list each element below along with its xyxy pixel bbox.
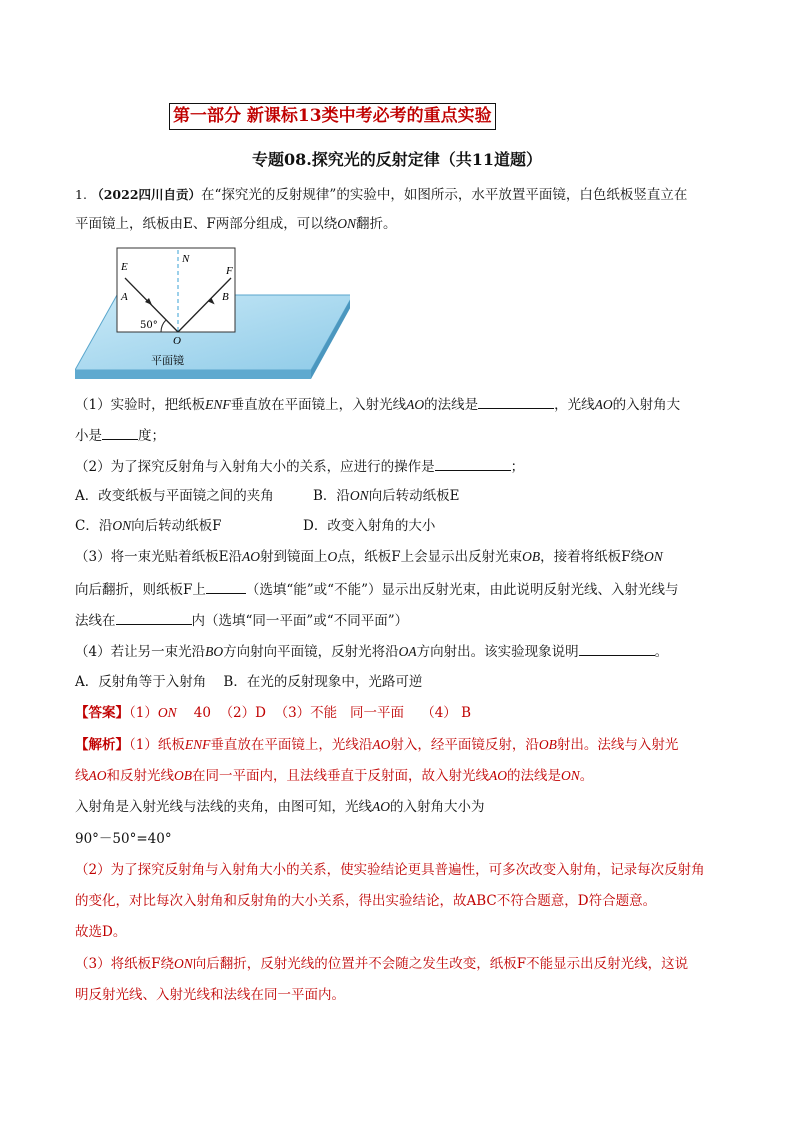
text: （2）D xyxy=(219,705,266,721)
answer-label: 【答案】 xyxy=(75,705,129,721)
text: 射到镜面上 xyxy=(259,549,328,565)
var: AO xyxy=(88,768,107,783)
text: 内（选填“同一平面”或“不同平面”） xyxy=(191,613,409,629)
analysis-line6: 的变化，对比每次入射角和反射角的大小关系，得出实验结论，故ABC不符合题意，D符合题意。 xyxy=(75,893,657,909)
mirror-label: 平面镜 xyxy=(151,354,184,367)
stem-text: 在“探究光的反射规律”的实验中，如图所示，水平放置平面镜，白色纸板竖直立在 xyxy=(201,187,688,203)
analysis-line4: 90°－50°=40° xyxy=(75,831,172,847)
paper-board xyxy=(117,248,235,332)
angle-label: 50° xyxy=(140,320,158,331)
analysis-line1 xyxy=(75,736,678,754)
blank-explain[interactable] xyxy=(579,641,655,656)
label-E: E xyxy=(121,261,128,273)
var: AO xyxy=(372,737,391,752)
var: ON xyxy=(643,549,663,564)
label-B: B xyxy=(222,291,229,303)
mirror-front xyxy=(75,370,311,379)
text: 和反射光线 xyxy=(106,768,174,784)
text: 40 xyxy=(193,705,211,721)
var: AO xyxy=(406,397,425,412)
part4-line xyxy=(75,641,668,661)
option-C xyxy=(75,517,221,535)
analysis-line9: 明反射光线、入射光线和法线在同一平面内。 xyxy=(75,987,345,1003)
text: （4） xyxy=(421,705,457,721)
var: OA xyxy=(398,644,417,659)
text: ； xyxy=(510,459,525,475)
var: AO xyxy=(372,799,390,814)
text: 小是 xyxy=(75,428,102,444)
text: 向后翻折，反射光线的位置并不会随之发生改变，纸板F不能显示出反射光线，这说 xyxy=(192,956,689,972)
option-A: A．改变纸板与平面镜之间的夹角 xyxy=(75,488,274,504)
text: 射出。法线与入射光 xyxy=(556,737,679,753)
label-N: N xyxy=(182,253,190,265)
text: C．沿 xyxy=(75,518,113,534)
text: ，光线 xyxy=(554,397,595,413)
var: AO xyxy=(594,397,613,412)
analysis-line7: 故选D。 xyxy=(75,924,127,940)
var: AO xyxy=(489,768,507,783)
text: D．改变入射角的大小 xyxy=(303,518,436,534)
label-A: A xyxy=(121,291,128,303)
stem-text: 翻折。 xyxy=(356,216,397,232)
blank-plane[interactable] xyxy=(116,610,192,625)
part1-line2 xyxy=(75,425,165,445)
part2-line xyxy=(75,456,524,476)
analysis-line5: （2）为了探究反射角与入射角大小的关系，使实验结论更具普遍性，可多次改变入射角，记录每次反射角 xyxy=(75,862,705,878)
text: 。 xyxy=(579,768,594,784)
text: （3）将纸板F绕 xyxy=(75,956,174,972)
text: （选填“能”或“不能”）显示出反射光束，由此说明反射光线、入射光线与 xyxy=(245,582,679,598)
var: OB xyxy=(174,768,192,783)
text: B xyxy=(461,705,472,721)
text: （3）不能 xyxy=(274,705,338,721)
text: 射入，经平面镜反射，沿 xyxy=(390,737,539,753)
part3-line1 xyxy=(75,548,663,566)
text: 度； xyxy=(138,428,165,444)
var: BO xyxy=(205,644,224,659)
text: （1） xyxy=(129,705,158,721)
text: 垂直放在平面镜上，入射光线 xyxy=(230,397,407,413)
part3-line2 xyxy=(75,579,678,599)
answer-line xyxy=(75,704,471,722)
question-stem-line1 xyxy=(75,186,687,204)
text: （2）为了探究反射角与入射角大小的关系，应进行的操作是 xyxy=(75,459,435,475)
part4-options: A．反射角等于入射角 B．在光的反射现象中，光路可逆 xyxy=(75,674,423,690)
topic-title: 专题08.探究光的反射定律（共11道题） xyxy=(251,150,543,169)
text: 的法线是 xyxy=(507,768,561,784)
var: O xyxy=(327,549,338,564)
text: （4）若让另一束光沿 xyxy=(75,644,206,660)
analysis-label: 【解析】 xyxy=(75,737,129,753)
var: ON xyxy=(561,768,580,783)
reflection-figure xyxy=(75,245,350,385)
text: 线 xyxy=(75,768,89,784)
analysis-line8 xyxy=(75,955,688,973)
text: ，接着将纸板F绕 xyxy=(540,549,644,565)
question-source: （2022四川自贡） xyxy=(91,187,202,202)
text: （1）纸板 xyxy=(129,737,185,753)
analysis-line2 xyxy=(75,767,593,785)
question-number: 1. xyxy=(75,187,87,202)
label-O: O xyxy=(173,335,181,347)
text: 向后转动纸板F xyxy=(131,518,222,534)
stem-text: 平面镜上，纸板由E、F两部分组成，可以绕 xyxy=(75,216,338,232)
blank-operation[interactable] xyxy=(435,456,511,471)
text: 的法线是 xyxy=(424,397,479,413)
var: ON xyxy=(349,488,369,503)
var: AO xyxy=(241,549,260,564)
var: ENF xyxy=(184,737,211,752)
blank-angle[interactable] xyxy=(102,425,138,440)
text: 方向射向平面镜，反射光将沿 xyxy=(223,644,399,660)
text: 同一平面 xyxy=(350,705,405,721)
text: 法线在 xyxy=(75,613,116,629)
analysis-line3 xyxy=(75,798,485,816)
text: 垂直放在平面镜上，光线沿 xyxy=(210,737,373,753)
blank-normal[interactable] xyxy=(478,394,554,409)
var-ON: ON xyxy=(337,216,356,231)
text: 向后转动纸板E xyxy=(368,488,460,504)
label-F: F xyxy=(226,265,233,277)
blank-can[interactable] xyxy=(206,579,246,594)
option-D xyxy=(303,517,435,535)
part1-line1 xyxy=(75,394,680,414)
var: OB xyxy=(522,549,541,564)
var: OB xyxy=(538,737,557,752)
question-stem-line2 xyxy=(75,215,397,233)
var: ON xyxy=(112,518,132,533)
var: ON xyxy=(157,705,177,720)
text: 入射角是入射光线与法线的夹角，由图可知，光线 xyxy=(75,799,372,815)
option-B xyxy=(313,487,460,505)
options-row1 xyxy=(75,487,274,505)
text: 点，纸板F上会显示出反射光束 xyxy=(337,549,523,565)
text: 的入射角大小为 xyxy=(390,799,485,815)
text: （1）实验时，把纸板 xyxy=(75,397,206,413)
part3-line3 xyxy=(75,610,408,630)
text: 的入射角大 xyxy=(612,397,681,413)
text: （3）将一束光贴着纸板E沿 xyxy=(75,549,242,565)
text: 向后翻折，则纸板F上 xyxy=(75,582,206,598)
var: ENF xyxy=(205,397,231,412)
text: 方向射出。该实验现象说明 xyxy=(416,644,579,660)
text: 。 xyxy=(654,644,669,660)
text: 在同一平面内，且法线垂直于反射面，故入射光线 xyxy=(192,768,489,784)
var: ON xyxy=(173,956,193,971)
part-title: 第一部分 新课标13类中考必考的重点实验 xyxy=(169,103,496,130)
text: B．沿 xyxy=(313,488,350,504)
